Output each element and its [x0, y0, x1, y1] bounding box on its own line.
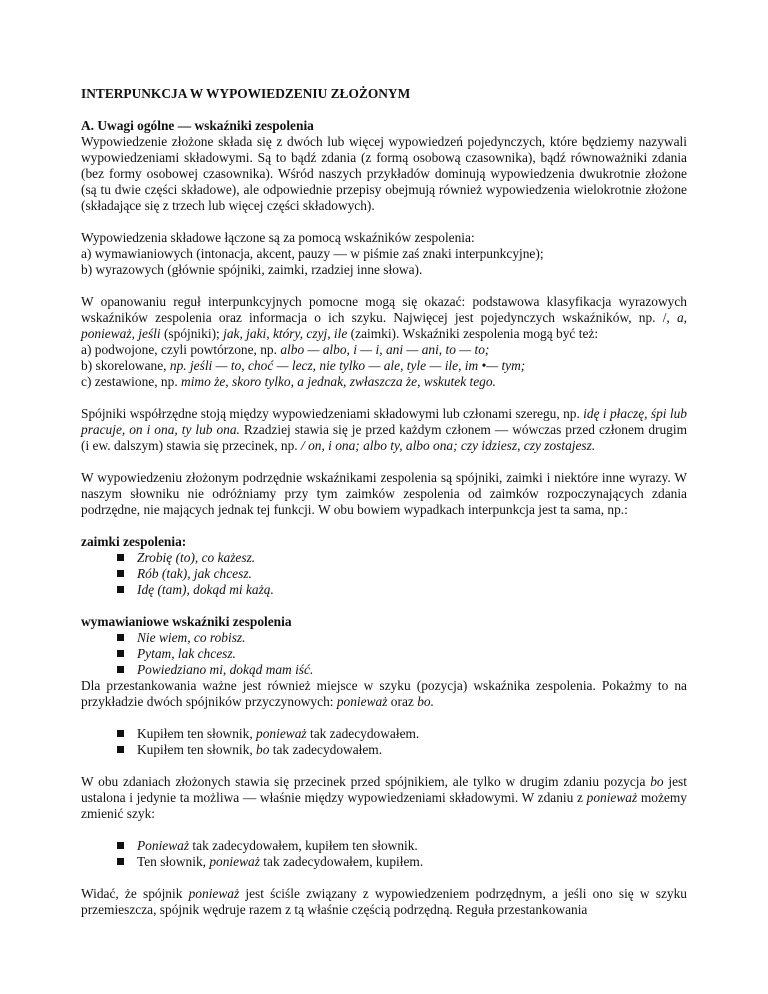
p3-text: (zaimki). Wskaźniki zespolenia mogą być też:: [347, 326, 599, 341]
paragraph-2: [81, 230, 687, 278]
list-item: Ponieważ tak zadecydowałem, kupiłem ten słownik.: [81, 838, 687, 854]
list-item: Rób (tak), jak chcesz.: [81, 566, 687, 582]
p3-item-b: b) skorelowane, np. jeśli — to, choć — lecz, nie tylko — ale, tyle — ile, im •— tym;: [81, 358, 526, 373]
list-item: Zrobię (to), co każesz.: [81, 550, 687, 566]
list-item: Powiedziano mi, dokąd mam iść.: [81, 662, 687, 678]
list-item: Idę (tam), dokąd mi każą.: [81, 582, 687, 598]
document-title: INTERPUNKCJA W WYPOWIEDZENIU ZŁOŻONYM: [81, 86, 411, 101]
list2: [81, 630, 687, 678]
list-item: Kupiłem ten słownik, ponieważ tak zadecydowałem.: [81, 726, 687, 742]
p3-text: W opanowaniu reguł interpunkcyjnych pomocne mogą się okazać: podstawowa klasyfikacja wyrazowych wskaźników zespolenia oraz informacja o ich szyku. Najwięcej jest pojedynczych wskaźników, np. /,: [81, 294, 687, 325]
list4: [81, 838, 687, 870]
paragraph-7: W obu zdaniach złożonych stawia się przecinek przed spójnikiem, ale tylko w drugim zdaniu pozycja bo jest ustalona i jedynie ta możliwa — właśnie między wypowiedzeniami składowymi. W zdaniu z ponieważ możemy zmienić szyk:: [81, 774, 687, 821]
document-page: [81, 86, 687, 918]
list2-heading: wymawianiowe wskaźniki zespolenia: [81, 614, 292, 629]
p2-intro: Wypowiedzenia składowe łączone są za pomocą wskaźników zespolenia:: [81, 230, 475, 245]
list-item: Pytam, lak chcesz.: [81, 646, 687, 662]
p2-item-a: a) wymawianiowych (intonacja, akcent, pauzy — w piśmie zaś znaki interpunkcyjne);: [81, 246, 544, 261]
paragraph-3: [81, 294, 687, 390]
paragraph-1: Wypowiedzenie złożone składa się z dwóch lub więcej wypowiedzeń pojedynczych, które będziemy nazywali wypowiedzeniami składowymi. Są to bądź zdania (z formą osobową czasownika), bądź równoważniki zdania (bez formy osobowej czasownika). Wśród naszych przykładów dominują wypowiedzenia dwukrotnie złożone (są tu dwie części składowe), ale odpowiednie przepisy obejmują również wypowiedzenia wielokrotnie złożone (składające się z trzech lub więcej części składowych).: [81, 134, 687, 213]
paragraph-4: Spójniki współrzędne stoją między wypowiedzeniami składowymi lub członami szeregu, np. idę i płaczę, śpi lub pracuje, on i ona, ty lub ona. Rzadziej stawia się je przed każdym członem — wówczas przed członem drugim (i ew. dalszym) stawia się przecinek, np. / on, i ona; albo ty, albo ona; czy idziesz, czy zostajesz.: [81, 406, 687, 453]
p3-example: a, ponieważ, jeśli: [81, 310, 687, 341]
paragraph-6: Dla przestankowania ważne jest również miejsce w szyku (pozycja) wskaźnika zespolenia. Pokażmy to na przykładzie dwóch spójników przyczynowych: ponieważ oraz bo.: [81, 678, 687, 709]
list-item: Kupiłem ten słownik, bo tak zadecydowałem.: [81, 742, 687, 758]
p3-text: (spójniki);: [160, 326, 224, 341]
p3-item-a: a) podwojone, czyli powtórzone, np. albo — albo, i — i, ani — ani, to — to;: [81, 342, 490, 357]
list1: [81, 550, 687, 598]
list-item: Ten słownik, ponieważ tak zadecydowałem, kupiłem.: [81, 854, 687, 870]
p2-item-b: b) wyrazowych (głównie spójniki, zaimki, rzadziej inne słowa).: [81, 262, 423, 277]
list1-heading: zaimki zespolenia:: [81, 534, 187, 549]
list3: [81, 726, 687, 758]
list-item: Nie wiem, co robisz.: [81, 630, 687, 646]
paragraph-5: W wypowiedzeniu złożonym podrzędnie wskaźnikami zespolenia są spójniki, zaimki i niektóre inne wyrazy. W naszym słowniku nie odróżniamy przy tym zaimków zespolenia od zaimków rozpoczynających zdania podrzędne, nie mających jednak tej funkcji. W obu bowiem wypadkach interpunkcja jest ta sama, np.:: [81, 470, 687, 517]
p3-item-c: c) zestawione, np. mimo że, skoro tylko, a jednak, zwłaszcza że, wskutek tego.: [81, 374, 496, 389]
p3-example: jak, jaki, który, czyj, ile: [223, 326, 348, 341]
paragraph-8: Widać, że spójnik ponieważ jest ściśle związany z wypowiedzeniem podrzędnym, a jeśli ono się w szyku przemieszcza, spójnik wędruje razem z tą właśnie częścią podrzędną. Reguła przestankowania: [81, 886, 688, 917]
section-a-heading: A. Uwagi ogólne — wskaźniki zespolenia: [81, 118, 314, 133]
